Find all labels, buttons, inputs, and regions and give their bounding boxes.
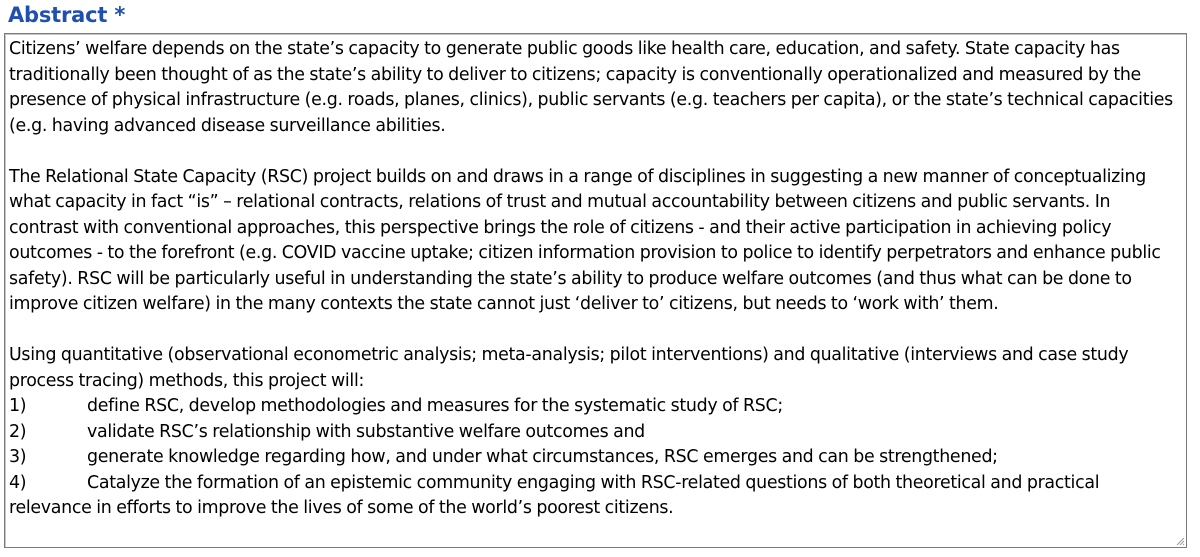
list-item-4 [9, 471, 1177, 522]
abstract-label [8, 0, 125, 32]
abstract-paragraph-2: The Relational State Capacity (RSC) project builds on and draws in a range of disciplines in suggesting a new manner of conceptualizing what capacity in fact “is” – relational contracts, relations of trust and mutual accountability between citizens and public servants. In contrast with conventional approaches, this perspective brings the role of citizens - and their active participation in achieving policy outcomes - to the forefront (e.g. COVID vaccine uptake; citizen information provision to police to identify perpetrators and enhance public safety). RSC will be particularly useful in understanding the state’s ability to produce welfare outcomes (and thus what can be done to improve citizen welfare) in the many contexts the state cannot just ‘deliver to’ citizens, but needs to ‘work with’ them. [9, 166, 1161, 314]
abstract-paragraph-1: Citizens’ welfare depends on the state’s capacity to generate public goods like health care, education, and safety. State capacity has traditionally been thought of as the state’s ability to deliver to citizens; capacity is conventionally operationalized and measured by the presence of physical infrastructure (e.g. roads, planes, clinics), public servants (e.g. teachers per capita), or the state’s technical capacities (e.g. having advanced disease surveillance abilities. [9, 39, 1173, 136]
paragraph-gap [9, 318, 1177, 344]
list-text: generate knowledge regarding how, and under what circumstances, RSC emerges and can be strengthened; [87, 447, 998, 467]
list-number: 4) [9, 472, 27, 493]
list-number: 1) [9, 396, 27, 416]
list-number: 2) [9, 421, 27, 442]
list-number: 3) [9, 447, 27, 467]
list-text: define RSC, develop methodologies and measures for the systematic study of RSC; [87, 396, 783, 416]
paragraph-gap [9, 139, 1177, 165]
abstract-paragraph-3: Using quantitative (observational econometric analysis; meta-analysis; pilot interventions) and qualitative (interviews and case study process tracing) methods, this project will: [9, 345, 1129, 391]
abstract-textarea[interactable] [4, 33, 1187, 548]
list-item-3 [9, 445, 1177, 471]
required-marker: * [114, 3, 126, 27]
abstract-label-text: Abstract [8, 3, 108, 27]
abstract-text-content[interactable] [9, 37, 1177, 522]
list-text: validate RSC’s relationship with substantive welfare outcomes and [87, 421, 645, 442]
list-text: Catalyze the formation of an epistemic community engaging with RSC-related questions of both theoretical and practical relevance in efforts to improve the lives of some of the world’s poorest citizens. [9, 472, 1100, 518]
list-item-2 [9, 420, 1177, 446]
list-item-1 [9, 394, 1177, 420]
resize-grip-icon[interactable] [1175, 536, 1185, 546]
